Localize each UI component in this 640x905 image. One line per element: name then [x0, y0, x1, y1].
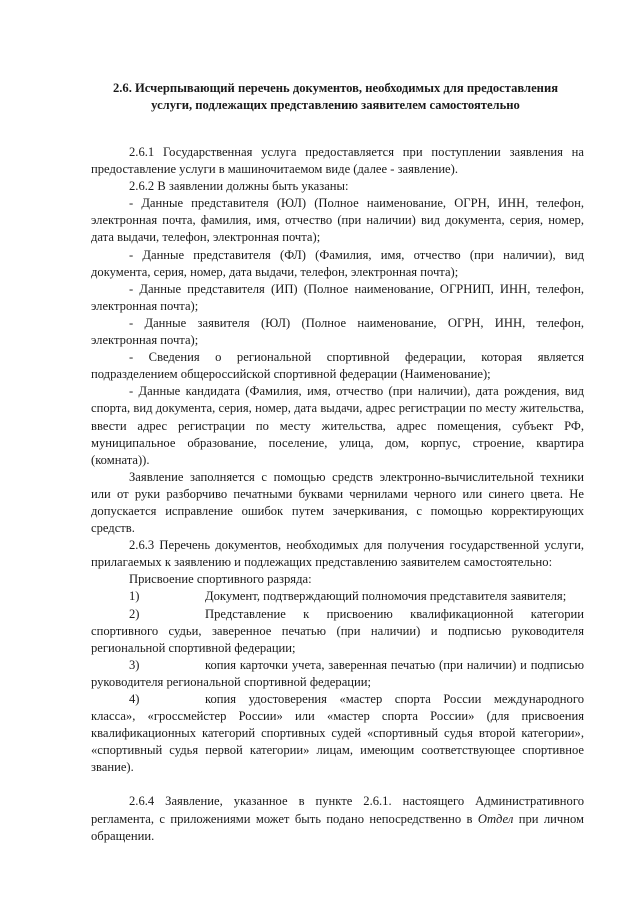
text-before: 2.6.4 Заявление, указанное в пункте 2.6.1. настоящего Административного регламента, с приложениями может быть подано непосредственно в — [91, 794, 584, 826]
item-text: Представление к присвоению квалификационной категории спортивного судьи, заверенное печатью (при наличии) и подписью руководителя региональной спортивной федерации; — [91, 606, 584, 655]
item-number: 1) — [129, 589, 140, 604]
list-item-representative-fl: - Данные представителя (ФЛ) (Фамилия, имя, отчество (при наличии), вид документа, серия, номер, дата выдачи, телефон, электронная почта); — [91, 247, 584, 279]
numbered-item-1 — [91, 588, 584, 605]
numbered-item-3 — [91, 657, 584, 691]
item-text: копия карточки учета, заверенная печатью (при наличии) и подписью руководителя региональной спортивной федерации; — [91, 657, 584, 689]
sub-heading: Присвоение спортивного разряда: — [129, 572, 312, 587]
office-italic: Отдел — [477, 811, 514, 826]
list-item-candidate-data: - Данные кандидата (Фамилия, имя, отчество (при наличии), дата рождения, вид спорта, вид документа, серия, номер, дата выдачи, адрес регистрации по месту жительства, ввести адрес регистрации по месту жительства, адрес помещения, субъект РФ, муниципальное образование, поселение, улица, дом, корпус, строение, квартира (комната)). — [91, 384, 584, 467]
list-item-representative-ip: - Данные представителя (ИП) (Полное наименование, ОГРНИП, ИНН, телефон, электронная почта); — [91, 281, 584, 313]
text-after: при личном обращении. — [91, 811, 584, 843]
numbered-item-4 — [91, 691, 584, 776]
paragraph-2-6-4 — [91, 793, 584, 844]
paragraph-fill-note: Заявление заполняется с помощью средств электронно-вычислительной техники или от руки разборчиво печатными буквами чернилами черного или синего цвета. Не допускается исправление ошибок путем зачеркивания, с помощью корректирующих средств. — [91, 469, 584, 536]
spacer — [91, 776, 584, 793]
heading-line-2: услуги, подлежащих представлению заявителем самостоятельно — [151, 98, 520, 112]
paragraph-2-6-3: 2.6.3 Перечень документов, необходимых для получения государственной услуги, прилагаемых к заявлению и подлежащих представлению заявителем самостоятельно: — [91, 538, 584, 570]
item-number: 3) — [129, 657, 140, 672]
heading-line-1: 2.6. Исчерпывающий перечень документов, необходимых для предоставления — [112, 81, 559, 95]
item-text: копия удостоверения «мастер спорта России международного класса», «гроссмейстер России» или «мастер спорта России» (для присвоения квалификационных категорий спортивных судей «спортивный судья второй категории», «спортивный судья первой категории» лицам, имеющим соответствующее спортивное звание). — [91, 692, 584, 775]
paragraph-2-6-2: 2.6.2 В заявлении должны быть указаны: — [129, 179, 349, 194]
item-number: 4) — [129, 692, 140, 706]
numbered-item-2 — [91, 606, 584, 657]
list-item-federation-info: - Сведения о региональной спортивной федерации, которая является подразделением общероссийской спортивной федерации (Наименование); — [91, 350, 584, 382]
paragraph-2-6-1: 2.6.1 Государственная услуга предоставляется при поступлении заявления на предоставление услуги в машиночитаемом виде (далее - заявление). — [91, 145, 584, 177]
item-text: Документ, подтверждающий полномочия представителя заявителя; — [205, 589, 567, 604]
item-number: 2) — [129, 606, 140, 621]
list-item-applicant-ul: - Данные заявителя (ЮЛ) (Полное наименование, ОГРН, ИНН, телефон, электронная почта); — [91, 315, 584, 348]
section-heading — [91, 80, 580, 114]
list-item-representative-ul: - Данные представителя (ЮЛ) (Полное наименование, ОГРН, ИНН, телефон, электронная почта, фамилия, имя, отчество (при наличии) вид документа, серия, номер, дата выдачи, телефон, электронная почта); — [91, 196, 584, 245]
